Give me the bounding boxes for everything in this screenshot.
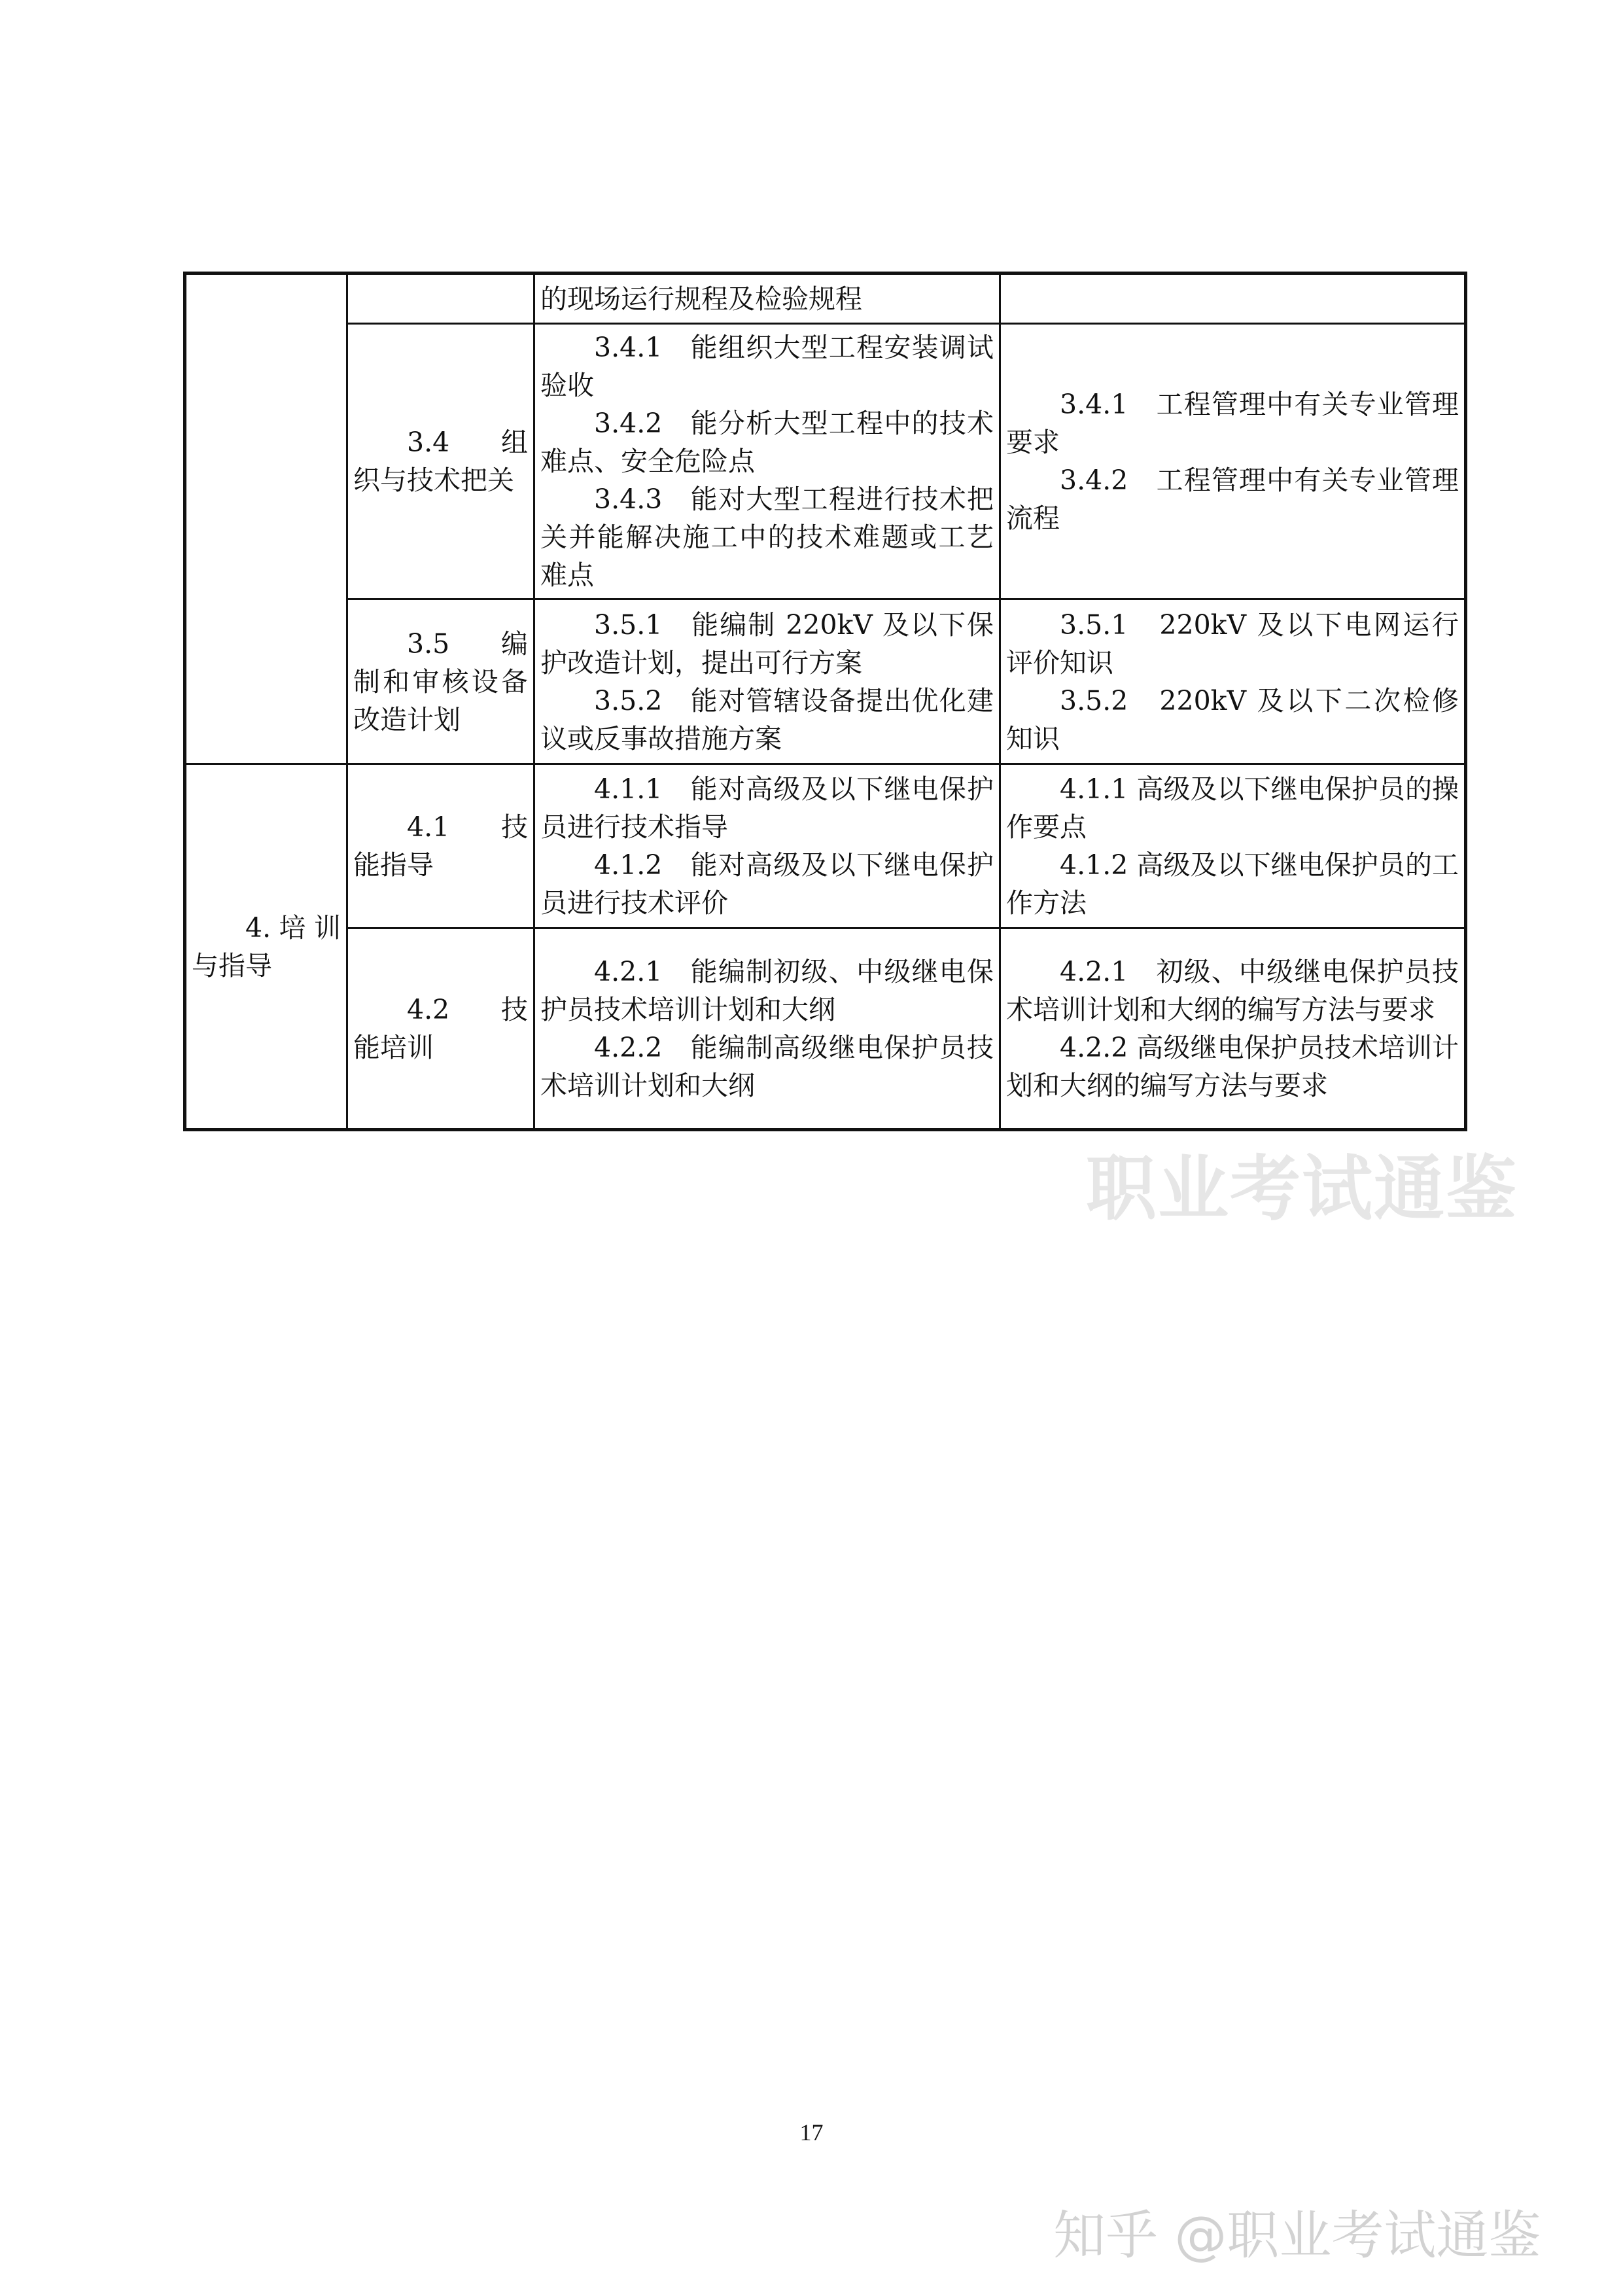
item-cell-3-4 — [347, 324, 534, 599]
skill-standard-table — [183, 272, 1467, 1131]
knowledge-cell-4-2 — [1000, 928, 1466, 1130]
skill-text: 3.4.2 能分析大型工程中的技术难点、安全危险点 — [540, 408, 994, 477]
knowledge-text: 4.1.1 高级及以下继电保护员的操作要点 — [1006, 773, 1459, 843]
table-row-4-1 — [185, 764, 1466, 928]
item-label: 3.5 编制和审核设备改造计划 — [353, 627, 528, 735]
table-row-3-4 — [185, 324, 1466, 599]
knowledge-cell-3-5 — [1000, 599, 1466, 764]
skill-cell-3-5 — [534, 599, 1000, 764]
knowledge-text: 4.2.1 初级、中级继电保护员技术培训计划和大纲的编写方法与要求 — [1006, 956, 1459, 1025]
function-cell-4 — [185, 764, 347, 1130]
knowledge-cell-3-4 — [1000, 324, 1466, 599]
skill-text: 3.4.3 能对大型工程进行技术把关并能解决施工中的技术难题或工艺难点 — [540, 484, 994, 591]
table-row-3-5 — [185, 599, 1466, 764]
watermark-text: 职业考试通鉴 — [1086, 1148, 1518, 1230]
table-row-4-2 — [185, 928, 1466, 1130]
skill-cell-continued — [534, 274, 1000, 324]
skill-text: 4.2.1 能编制初级、中级继电保护员技术培训计划和大纲 — [540, 956, 994, 1025]
skill-text: 4.2.2 能编制高级继电保护员技术培训计划和大纲 — [540, 1032, 994, 1101]
item-cell-4-1 — [347, 764, 534, 928]
skill-text: 的现场运行规程及检验规程 — [540, 283, 862, 315]
knowledge-text: 3.4.1 工程管理中有关专业管理要求 — [1006, 389, 1459, 458]
item-label: 3.4 组织与技术把关 — [353, 427, 528, 496]
source-watermark: 知乎 @职业考试通鉴 — [1053, 2205, 1541, 2266]
item-cell-3-5 — [347, 599, 534, 764]
function-label: 4.培训与指导 — [192, 911, 341, 981]
knowledge-text: 4.2.2 高级继电保护员技术培训计划和大纲的编写方法与要求 — [1006, 1032, 1459, 1101]
page-number: 17 — [799, 2119, 824, 2146]
skill-text: 3.5.1 能编制 220kV 及以下保护改造计划，提出可行方案 — [540, 609, 994, 679]
item-cell-4-2 — [347, 928, 534, 1130]
table-row-continuation — [185, 274, 1466, 324]
skill-cell-4-2 — [534, 928, 1000, 1130]
knowledge-text: 3.4.2 工程管理中有关专业管理流程 — [1006, 465, 1459, 534]
skill-text: 4.1.1 能对高级及以下继电保护员进行技术指导 — [540, 773, 994, 843]
skill-cell-4-1 — [534, 764, 1000, 928]
skill-text: 3.4.1 能组织大型工程安装调试验收 — [540, 332, 994, 401]
knowledge-cell-4-1 — [1000, 764, 1466, 928]
item-label: 4.1 技能指导 — [353, 811, 528, 881]
item-label: 4.2 技能培训 — [353, 994, 528, 1063]
skill-text: 3.5.2 能对管辖设备提出优化建议或反事故措施方案 — [540, 684, 994, 754]
skill-text: 4.1.2 能对高级及以下继电保护员进行技术评价 — [540, 849, 994, 919]
skill-cell-3-4 — [534, 324, 1000, 599]
function-cell-3-continued — [185, 274, 347, 764]
knowledge-text: 4.1.2 高级及以下继电保护员的工作方法 — [1006, 849, 1459, 919]
knowledge-text: 3.5.1 220kV 及以下电网运行评价知识 — [1006, 609, 1459, 679]
knowledge-cell-continued — [1000, 274, 1466, 324]
knowledge-text: 3.5.2 220kV 及以下二次检修知识 — [1006, 684, 1459, 754]
item-cell-continued — [347, 274, 534, 324]
